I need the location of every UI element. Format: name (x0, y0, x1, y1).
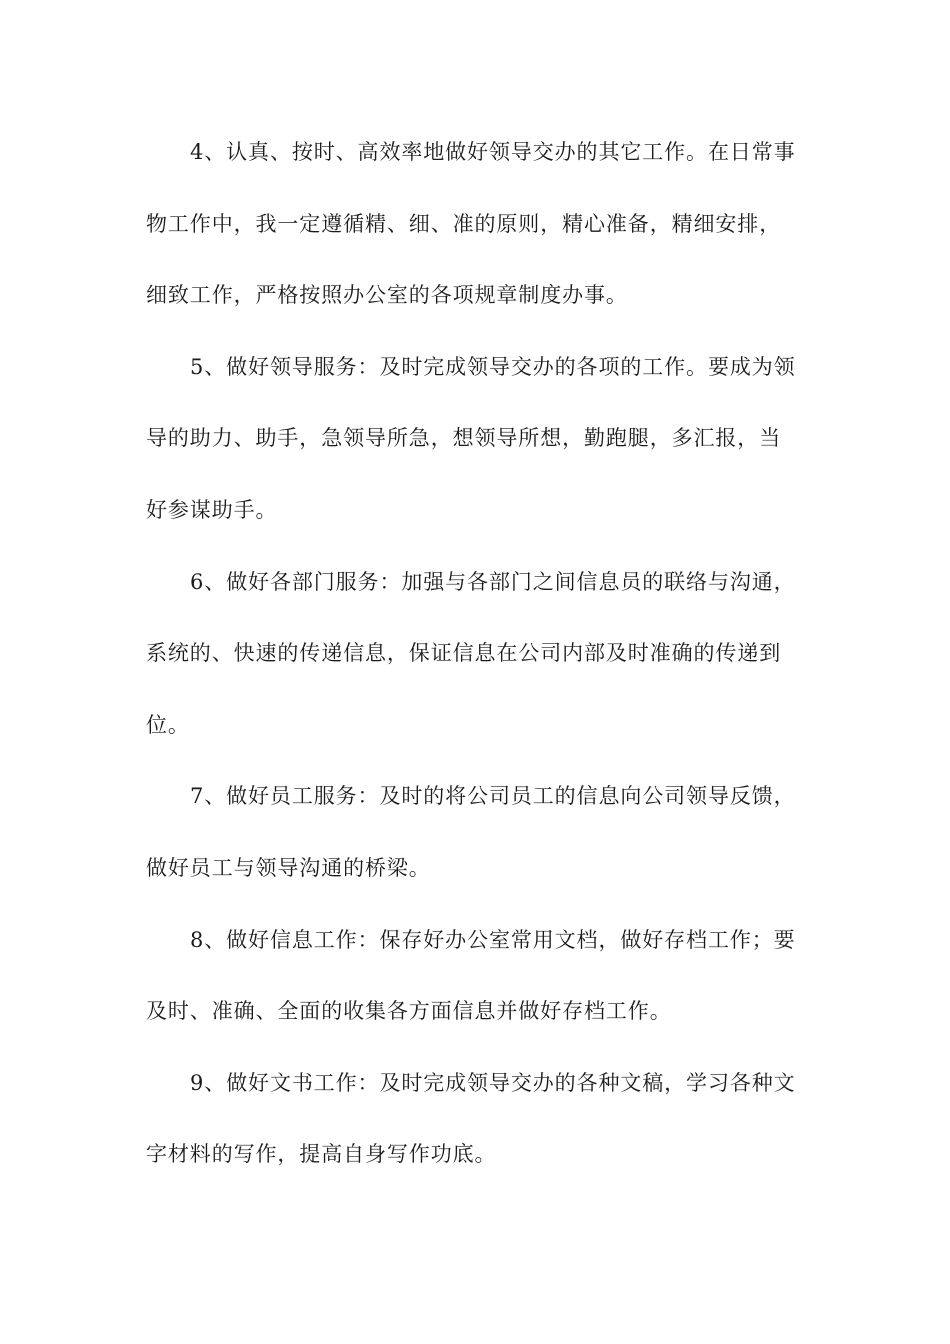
text-line: 做好员工与领导沟通的桥梁。 (146, 855, 431, 880)
paragraph-item-8 (146, 916, 806, 1059)
text-line: 9、做好文书工作：及时完成领导交办的各种文稿，学习各种文 (190, 1070, 796, 1095)
paragraph-item-6 (146, 558, 806, 773)
text-line: 字材料的写作，提高自身写作功底。 (146, 1142, 497, 1167)
text-line: 6、做好各部门服务：加强与各部门之间信息员的联络与沟通， (190, 569, 796, 594)
text-line: 物工作中，我一定遵循精、细、准的原则，精心准备，精细安排， (146, 211, 782, 236)
text-line: 5、做好领导服务：及时完成领导交办的各项的工作。要成为领 (190, 354, 796, 379)
paragraph-item-7 (146, 772, 806, 915)
text-line: 7、做好员工服务：及时的将公司员工的信息向公司领导反馈， (190, 784, 796, 809)
document-body (146, 128, 806, 1202)
text-line: 细致工作，严格按照办公室的各项规章制度办事。 (146, 283, 628, 308)
paragraph-item-4 (146, 128, 806, 343)
text-line: 位。 (146, 712, 190, 737)
text-line: 8、做好信息工作：保存好办公室常用文档，做好存档工作；要 (190, 927, 796, 952)
paragraph-item-9 (146, 1059, 806, 1202)
text-line: 及时、准确、全面的收集各方面信息并做好存档工作。 (146, 999, 672, 1024)
paragraph-item-5 (146, 343, 806, 558)
text-line: 4、认真、按时、高效率地做好领导交办的其它工作。在日常事 (190, 140, 796, 164)
text-line: 好参谋助手。 (146, 497, 278, 522)
text-line: 系统的、快速的传递信息，保证信息在公司内部及时准确的传递到 (146, 641, 782, 666)
text-line: 导的助力、助手，急领导所急，想领导所想，勤跑腿，多汇报，当 (146, 426, 782, 451)
